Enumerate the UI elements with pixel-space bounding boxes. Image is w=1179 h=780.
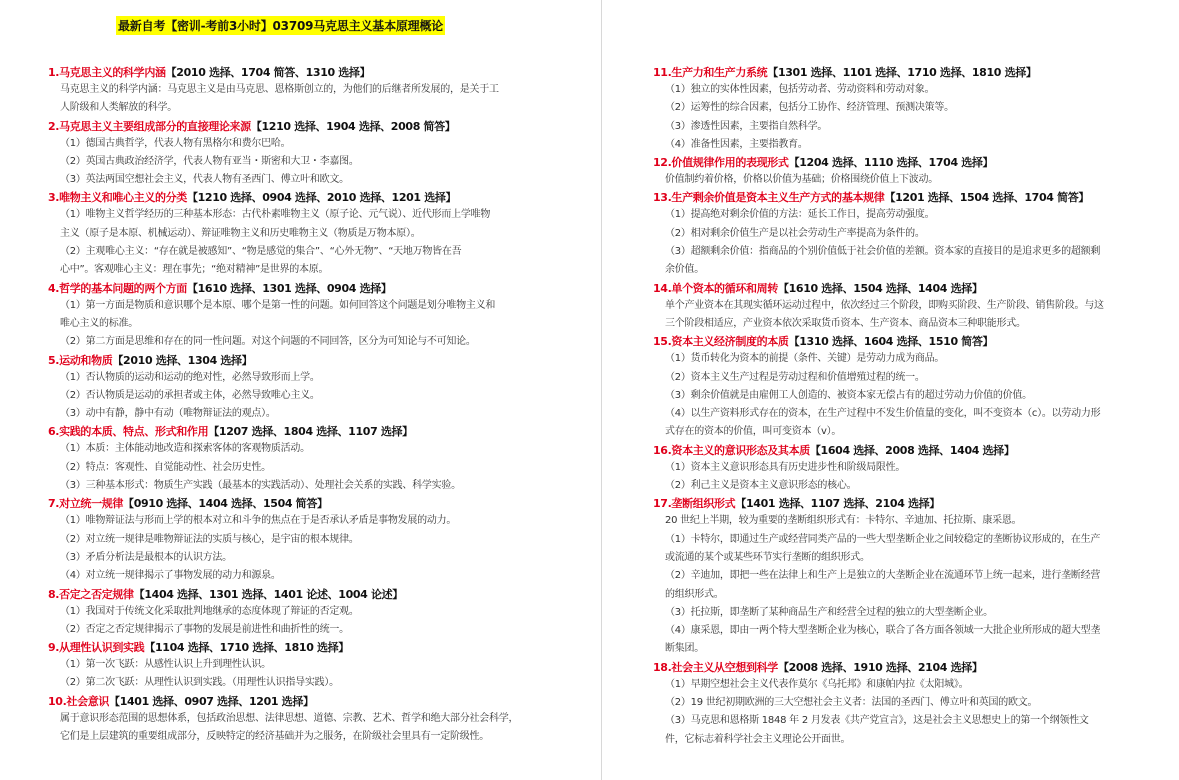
section-heading-label: 3.唯物主义和唯心主义的分类 [48, 191, 187, 205]
content-line: 属于意识形态范围的思想体系，包括政治思想、法律思想、道德、宗教、艺术、哲学和绝大部分社会科学， [60, 712, 519, 724]
section-heading-label: 11.生产力和生产力系统 [653, 66, 768, 79]
section-heading-exam-tag: 【0910 选择、1404 选择、1504 简答】 [123, 497, 328, 511]
content-line: 的组织形式。 [665, 588, 724, 600]
content-line: 马克思主义的科学内涵：马克思主义是由马克思、恩格斯创立的，为他们的后继者所发展的，是关于工 [60, 84, 499, 95]
content-line: （1）第一次飞跃：从感性认识上升到理性认识。 [60, 659, 271, 671]
section-heading [48, 352, 548, 369]
section-heading-exam-tag: 【2010 选择、1704 简答、1310 选择】 [165, 66, 371, 79]
section-heading-exam-tag: 【1207 选择、1804 选择、1107 选择】 [208, 425, 413, 439]
section-heading [48, 586, 548, 603]
section-heading-label: 9.从理性认识到实践 [48, 641, 145, 655]
section-heading-label: 5.运动和物质 [48, 353, 113, 367]
content-line: （1）唯物主义哲学经历的三种基本形态：古代朴素唯物主义（原子论、元气说）、近代形而上学唯物 [60, 209, 491, 221]
section-heading-exam-tag: 【1610 选择、1301 选择、0904 选择】 [186, 281, 392, 295]
content-line: 20 世纪上半期，较为重要的垄断组织形式有：卡特尔、辛迪加、托拉斯、康采恩。 [665, 515, 1022, 527]
section-heading-exam-tag: 【1301 选择、1101 选择、1710 选择、1810 选择】 [767, 66, 1037, 79]
section-heading-exam-tag: 【1204 选择、1110 选择、1704 选择】 [788, 156, 994, 170]
section-heading-label: 6.实践的本质、特点、形式和作用 [48, 425, 209, 439]
content-line: （3）托拉斯，即垄断了某种商品生产和经营全过程的独立的大型垄断企业。 [665, 606, 993, 618]
section-heading-label: 14.单个资本的循环和周转 [653, 281, 778, 295]
content-line: （1）资本主义意识形态具有历史进步性和阶级局限性。 [665, 461, 906, 473]
content-line: （3）剩余价值就是由雇佣工人创造的、被资本家无偿占有的超过劳动力价值的价值。 [665, 389, 1032, 401]
content-line: （2）运筹性的综合因素，包括分工协作、经济管理、预测决策等。 [665, 102, 954, 114]
content-line: （3）三种基本形式：物质生产实践（最基本的实践活动）、处理社会关系的实践、科学实验。 [60, 480, 461, 492]
section-heading [653, 333, 1149, 350]
left-column [48, 64, 548, 746]
section-heading-exam-tag: 【1401 选择、1107 选择、2104 选择】 [735, 497, 940, 511]
section-heading [653, 495, 1149, 512]
content-line: （1）本质：主体能动地改造和探索客体的客观物质活动。 [60, 443, 310, 455]
section-heading [48, 495, 548, 512]
section-heading-label: 7.对立统一规律 [48, 497, 124, 511]
content-line: 价值制约着价格，价格以价值为基础；价格围绕价值上下波动。 [665, 174, 938, 186]
content-line: （1）德国古典哲学，代表人物有黑格尔和费尔巴哈。 [60, 137, 291, 149]
right-column [653, 64, 1149, 749]
section-heading-exam-tag: 【1401 选择、0907 选择、1201 选择】 [109, 694, 314, 708]
section-heading-label: 17.垄断组织形式 [653, 497, 736, 511]
content-line: 主义（原子是本原、机械运动）、辩证唯物主义和历史唯物主义（物质是万物本原）。 [60, 227, 421, 239]
content-line: （2）主观唯心主义：“存在就是被感知”、“物是感觉的集合”、“心外无物”、“天地万物皆在吾 [60, 246, 462, 258]
content-line: 三个阶段相适应，产业资本依次采取货币资本、生产资本、商品资本三种职能形式。 [665, 317, 1026, 329]
section-heading [48, 280, 548, 297]
section-heading-exam-tag: 【1604 选择、2008 选择、1404 选择】 [809, 443, 1015, 457]
content-line: 它们是上层建筑的重要组成部分，反映特定的经济基础并为之服务，在阶级社会里具有一定阶级性。 [60, 731, 489, 743]
content-line: （2）相对剩余价值生产是以社会劳动生产率提高为条件的。 [665, 227, 925, 239]
content-line: （1）否认物质的运动和运动的绝对性，必然导致形而上学。 [60, 371, 320, 383]
content-line: 唯心主义的标准。 [60, 317, 138, 329]
content-line: （3）马克思和恩格斯 1848 年 2 月发表《共产党宣言》，这是社会主义思想史上的第一个纲领性文 [665, 715, 1089, 727]
content-line: （4）对立统一规律揭示了事物发展的动力和源泉。 [60, 570, 281, 582]
section-heading [653, 154, 1149, 171]
content-line: （1）唯物辩证法与形而上学的根本对立和斗争的焦点在于是否承认矛盾是事物发展的动力。 [60, 515, 457, 527]
content-line: （4）准备性因素，主要指教育。 [665, 138, 808, 150]
content-line: （2）否认物质是运动的承担者或主体，必然导致唯心主义。 [60, 389, 320, 401]
section-heading-exam-tag: 【2010 选择、1304 选择】 [112, 353, 253, 367]
content-line: （2）特点：客观性、自觉能动性、社会历史性。 [60, 461, 271, 473]
content-line: 式存在的资本的价值，叫可变资本（v）。 [665, 426, 842, 438]
section-heading-label: 16.资本主义的意识形态及其本质 [653, 443, 810, 457]
section-heading-label: 2.马克思主义主要组成部分的直接理论来源 [48, 119, 251, 133]
content-line: （3）超额剩余价值：指商品的个别价值低于社会价值的差额。资本家的直接目的是追求更多的超额剩 [665, 246, 1101, 258]
content-line: （1）第一方面是物质和意识哪个是本原、哪个是第一性的问题。如何回答这个问题是划分唯物主义和 [60, 299, 496, 311]
content-line: （1）货币转化为资本的前提（条件、关键）是劳动力成为商品。 [665, 353, 945, 365]
section-heading [653, 64, 1149, 81]
content-line: （3）矛盾分析法是最根本的认识方法。 [60, 551, 232, 563]
column-divider [601, 0, 602, 780]
content-line: （2）第二次飞跃：从理性认识到实践。（用理性认识指导实践）。 [60, 677, 339, 689]
content-line: （2）利己主义是资本主义意识形态的核心。 [665, 480, 857, 492]
section-heading-label: 13.生产剩余价值是资本主义生产方式的基本规律 [653, 191, 885, 205]
section-heading [48, 693, 548, 710]
content-line: （1）早期空想社会主义代表作莫尔《乌托邦》和康帕内拉《太阳城》。 [665, 678, 969, 690]
content-line: 余价值。 [665, 264, 704, 276]
section-heading-label: 4.哲学的基本问题的两个方面 [48, 281, 187, 295]
content-line: （2）第二方面是思维和存在的同一性问题。对这个问题的不同回答，区分为可知论与不可知论。 [60, 336, 476, 348]
section-heading-exam-tag: 【1310 选择、1604 选择、1510 简答】 [788, 335, 994, 349]
section-heading [48, 64, 548, 81]
content-line: 心中”。客观唯心主义：理在事先；“绝对精神”是世界的本原。 [60, 264, 329, 276]
content-line: （3）渗透性因素，主要指自然科学。 [665, 120, 828, 132]
content-line: 断集团。 [665, 643, 704, 655]
content-line: 单个产业资本在其现实循环运动过程中，依次经过三个阶段，即购买阶段、生产阶段、销售阶段。与这 [665, 299, 1104, 311]
content-line: （4）康采恩，即由一两个特大型垄断企业为核心，联合了各方面各领域一大批企业所形成的超大型垄 [665, 625, 1101, 637]
content-line: （1）卡特尔，即通过生产或经营同类产品的一些大型垄断企业之间较稳定的垄断协议形成的，在生产 [665, 533, 1101, 545]
section-heading [48, 189, 548, 206]
content-line: 件，它标志着科学社会主义理论公开面世。 [665, 733, 851, 745]
content-line: （4）以生产资料形式存在的资本，在生产过程中不发生价值量的变化，叫不变资本（c）。以劳动力形 [665, 408, 1101, 420]
section-heading [48, 118, 548, 135]
section-heading-exam-tag: 【2008 选择、1910 选择、2104 选择】 [777, 660, 983, 674]
document-title: 最新自考【密训-考前3小时】03709马克思主义基本原理概论 [116, 16, 445, 35]
section-heading-label: 10.社会意识 [48, 694, 110, 708]
section-heading-label: 15.资本主义经济制度的本质 [653, 335, 789, 349]
content-line: （2）辛迪加，即把一些在法律上和生产上是独立的大垄断企业在流通环节上统一起来，进行垄断经营 [665, 570, 1101, 582]
content-line: （2）英国古典政治经济学，代表人物有亚当・斯密和大卫・李嘉图。 [60, 155, 359, 167]
section-heading-label: 1.马克思主义的科学内涵 [48, 66, 166, 79]
section-heading [653, 442, 1149, 459]
content-line: （1）独立的实体性因素，包括劳动者、劳动资料和劳动对象。 [665, 84, 935, 95]
section-heading [653, 189, 1149, 206]
content-line: （2）资本主义生产过程是劳动过程和价值增殖过程的统一。 [665, 371, 925, 383]
section-heading-label: 18.社会主义从空想到科学 [653, 660, 778, 674]
section-heading-exam-tag: 【1201 选择、1504 选择、1704 简答】 [884, 191, 1090, 205]
content-line: 或流通的某个或某些环节实行垄断的组织形式。 [665, 551, 870, 563]
content-line: （1）我国对于传统文化采取批判地继承的态度体现了辩证的否定观。 [60, 605, 359, 617]
content-line: （2）否定之否定规律揭示了事物的发展是前进性和曲折性的统一。 [60, 623, 349, 635]
section-heading [48, 639, 548, 656]
section-heading-label: 12.价值规律作用的表现形式 [653, 156, 789, 170]
content-line: （3）英法两国空想社会主义，代表人物有圣西门、傅立叶和欧文。 [60, 174, 349, 186]
section-heading [48, 423, 548, 440]
content-line: （2）对立统一规律是唯物辩证法的实质与核心，是宇宙的根本规律。 [60, 533, 359, 545]
section-heading-exam-tag: 【1104 选择、1710 选择、1810 选择】 [144, 641, 349, 655]
section-heading [653, 280, 1149, 297]
section-heading-label: 8.否定之否定规律 [48, 587, 134, 601]
section-heading [653, 659, 1149, 676]
section-heading-exam-tag: 【1610 选择、1504 选择、1404 选择】 [777, 281, 983, 295]
section-heading-exam-tag: 【1210 选择、1904 选择、2008 简答】 [250, 119, 456, 133]
content-line: （3）动中有静，静中有动（唯物辩证法的观点）。 [60, 408, 276, 420]
section-heading-exam-tag: 【1404 选择、1301 选择、1401 论述、1004 论述】 [133, 587, 403, 601]
section-heading-exam-tag: 【1210 选择、0904 选择、2010 选择、1201 选择】 [186, 191, 457, 205]
content-line: （2）19 世纪初期欧洲的三大空想社会主义者：法国的圣西门、傅立叶和英国的欧文。 [665, 697, 1038, 709]
content-line: （1）提高绝对剩余价值的方法：延长工作日，提高劳动强度。 [665, 209, 935, 221]
content-line: 人阶级和人类解放的科学。 [60, 102, 177, 114]
